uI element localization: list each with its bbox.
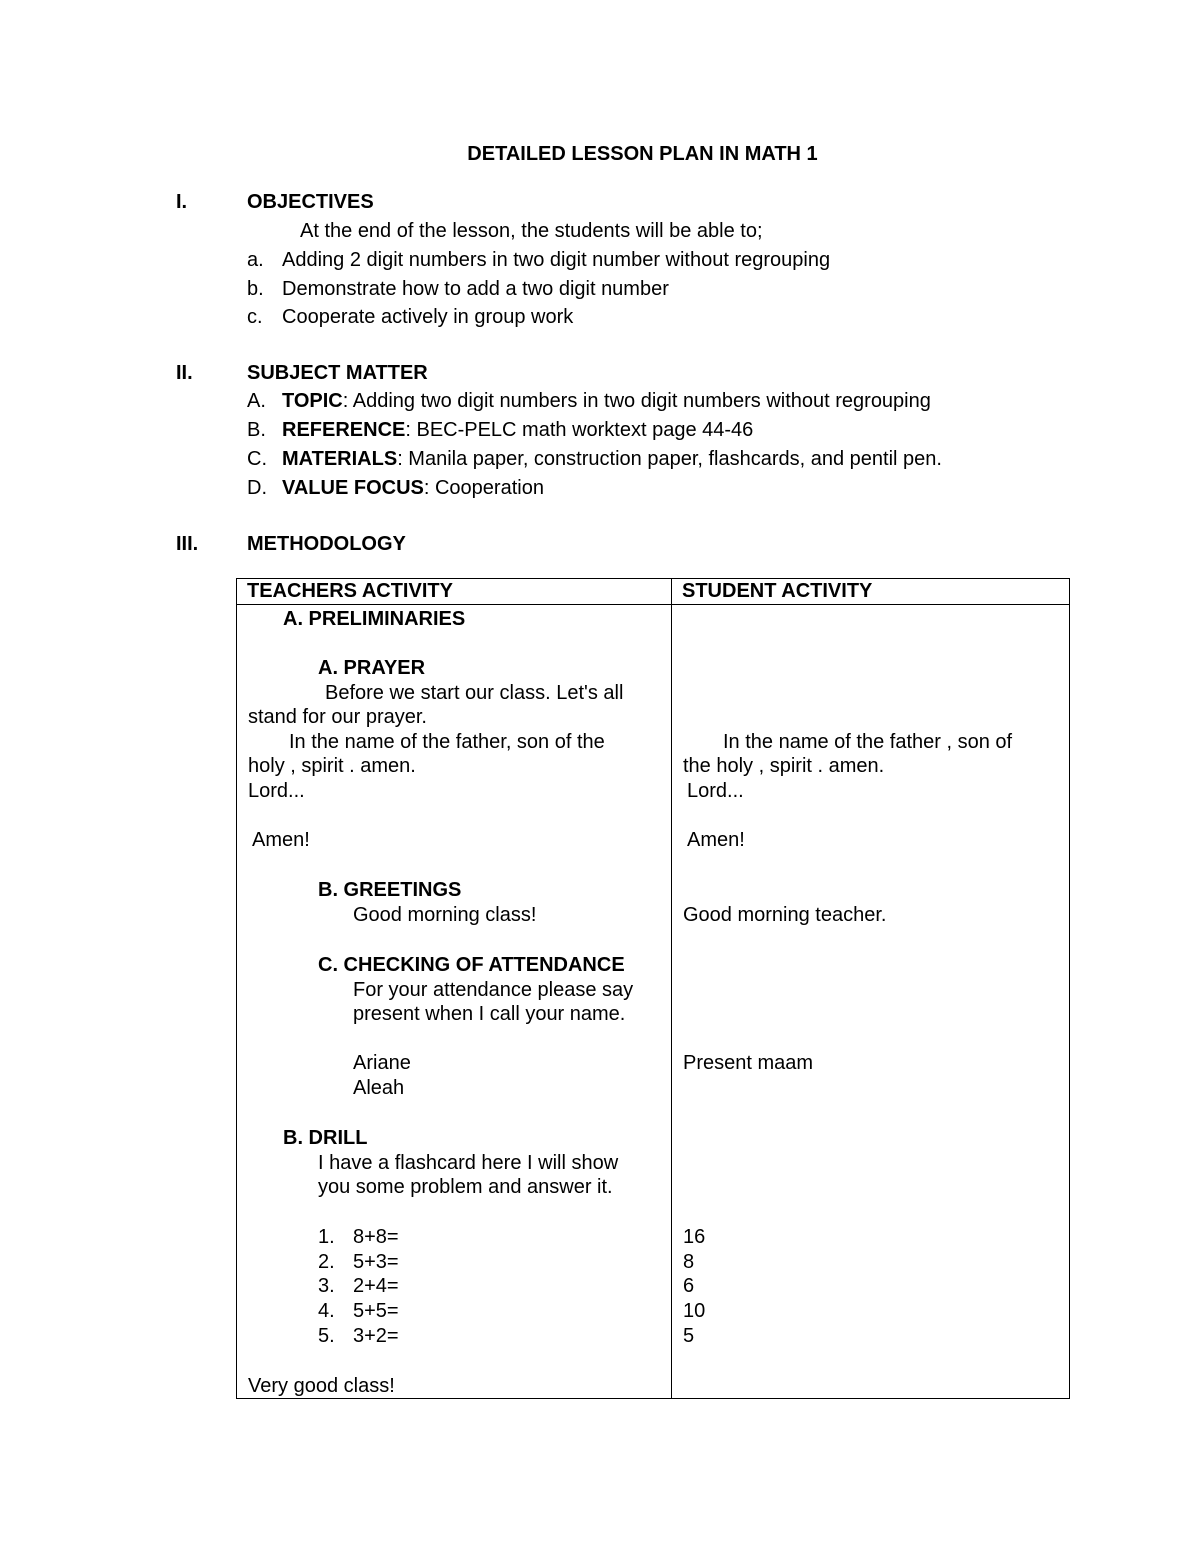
section-subject-matter-heading: II. SUBJECT MATTER (176, 362, 428, 384)
teacher-closing: Very good class! (248, 1374, 395, 1397)
table-row (237, 604, 1070, 1398)
student-text: Good morning teacher. (683, 903, 887, 926)
section-objectives-heading: I. OBJECTIVES (176, 191, 374, 213)
drill-answer: 16 (683, 1225, 706, 1248)
student-text: the holy , spirit . amen. (683, 754, 885, 777)
drill-answer: 8 (683, 1250, 695, 1273)
section-methodology-heading: III. METHODOLOGY (176, 533, 406, 555)
student-text: Present maam (683, 1051, 814, 1074)
drill-answer: 5 (683, 1324, 695, 1347)
student-text: Lord... (687, 779, 744, 802)
subject-matter-reference: B. REFERENCE: BEC-PELC math worktext page 44-46 (247, 419, 754, 441)
teacher-text: present when I call your name. (353, 1002, 626, 1025)
drill-problem: 4. 5+5= (318, 1299, 399, 1322)
teacher-text: For your attendance please say (353, 978, 634, 1001)
teacher-text: I have a flashcard here I will show (318, 1151, 619, 1174)
teacher-text: Before we start our class. Let's all (325, 681, 624, 704)
methodology-table (236, 578, 1070, 1399)
greetings-heading: B. GREETINGS (318, 878, 462, 901)
student-text: In the name of the father , son of (723, 730, 1013, 753)
drill-answer: 6 (683, 1274, 695, 1297)
drill-problem: 1. 8+8= (318, 1225, 399, 1248)
drill-heading: B. DRILL (283, 1126, 368, 1149)
teacher-text: holy , spirit . amen. (248, 754, 416, 777)
student-text: Amen! (687, 828, 745, 851)
student-name: Ariane (353, 1051, 411, 1074)
drill-answer: 10 (683, 1299, 706, 1322)
table-header-row (237, 579, 1070, 605)
objective-item: a. Adding 2 digit numbers in two digit number without regrouping (247, 249, 831, 271)
student-activity-cell (672, 604, 1070, 1398)
student-name: Aleah (353, 1076, 405, 1099)
attendance-heading: C. CHECKING OF ATTENDANCE (318, 953, 625, 976)
objective-item: c. Cooperate actively in group work (247, 306, 574, 328)
drill-problem: 2. 5+3= (318, 1250, 399, 1273)
drill-problem: 5. 3+2= (318, 1324, 399, 1347)
teacher-text: In the name of the father, son of the (289, 730, 605, 753)
teacher-text: Good morning class! (353, 903, 537, 926)
header-teachers-activity: TEACHERS ACTIVITY (237, 579, 672, 605)
teacher-text: Lord... (248, 779, 305, 802)
prayer-heading: A. PRAYER (318, 656, 426, 679)
teacher-text: you some problem and answer it. (318, 1175, 613, 1198)
preliminaries-heading: A. PRELIMINARIES (283, 607, 466, 630)
subject-matter-value-focus: D. VALUE FOCUS: Cooperation (247, 477, 544, 499)
objective-item: b. Demonstrate how to add a two digit number (247, 278, 669, 300)
document-title: DETAILED LESSON PLAN IN MATH 1 (467, 143, 818, 165)
subject-matter-topic: A. TOPIC: Adding two digit numbers in two digit numbers without regrouping (247, 390, 931, 412)
header-student-activity: STUDENT ACTIVITY (672, 579, 1070, 605)
teacher-text: Amen! (252, 828, 310, 851)
drill-problem: 3. 2+4= (318, 1274, 399, 1297)
objectives-intro: At the end of the lesson, the students will be able to; (300, 220, 763, 242)
teacher-text: stand for our prayer. (248, 705, 427, 728)
subject-matter-materials: C. MATERIALS: Manila paper, construction paper, flashcards, and pentil pen. (247, 448, 942, 470)
teachers-activity-cell (237, 604, 672, 1398)
